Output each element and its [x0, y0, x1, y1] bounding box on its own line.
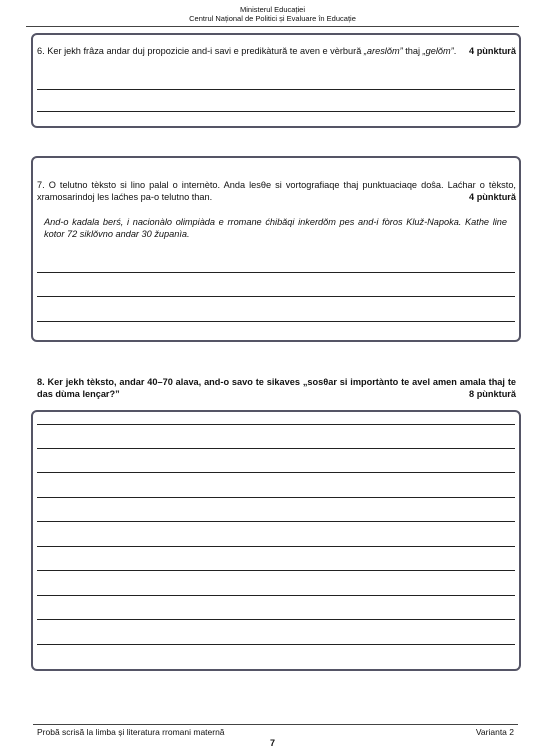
question-8-points: 8 pùnktură [469, 388, 516, 399]
answer-line[interactable] [37, 521, 515, 522]
answer-line[interactable] [37, 111, 515, 112]
footer-variant: Varianta 2 [475, 727, 514, 737]
header-center: Centrul Național de Politici și Evaluare în Educație [189, 14, 356, 23]
page-number: 7 [269, 738, 275, 748]
answer-line[interactable] [37, 472, 515, 473]
question-8-box [31, 410, 521, 671]
answer-line[interactable] [37, 448, 515, 449]
question-6-points: 4 pùnktură [469, 46, 516, 56]
answer-line[interactable] [37, 619, 515, 620]
question-7-quote: And-o kadala berś, i nacionàlo olimpiàda e rromane ćhibăqi inkerdŏm pes and-i fòros Kluž-Napoka. Kathe line kotor 72 siklŏvno andar 30 županìa. [44, 217, 507, 239]
page-header [26, 5, 519, 23]
footer-exam-title: Probă scrisă la limba și literatura rromani maternă [37, 727, 225, 737]
answer-line[interactable] [37, 497, 515, 498]
answer-line[interactable] [37, 595, 515, 596]
answer-line[interactable] [37, 570, 515, 571]
answer-line[interactable] [37, 424, 515, 425]
question-6-text [37, 46, 516, 58]
q8-title: „sosθar si importànto te avel amen amala thaj te das dùma lençar?” [37, 377, 516, 399]
answer-line[interactable] [37, 321, 515, 322]
answer-line[interactable] [37, 546, 515, 547]
q6-word1: „areslŏm” [363, 46, 403, 56]
answer-line[interactable] [37, 89, 515, 90]
answer-line[interactable] [37, 644, 515, 645]
q7-text: 7. O telutno tèksto si lino palal o internèto. Anda lesθe si vortografiaqe thaj punktuaciaqe doŝa. Laćhar o tèksto, xramosarindoj les laćhes pa-o telutno than. [37, 180, 516, 202]
q8-text-before: 8. Ker jekh tèksto, andar 40–70 alava, and-o savo te sikaves [37, 377, 303, 387]
q6-text-mid: thaj [402, 46, 423, 56]
header-rule [26, 26, 519, 27]
header-ministry: Ministerul Educației [239, 5, 306, 14]
q6-text-after: . [453, 46, 457, 56]
question-7-points: 4 pùnktură [469, 191, 516, 202]
answer-line[interactable] [37, 296, 515, 297]
q6-text-before: 6. Ker jekh frâza andar duj propozicie and-i savi e predikàtură te aven e vèrbură [37, 46, 364, 56]
question-8-text [37, 377, 516, 400]
answer-line[interactable] [37, 272, 515, 273]
q6-word2: „gelŏm” [422, 46, 454, 56]
question-7-text [37, 180, 516, 203]
footer-rule [33, 724, 518, 725]
